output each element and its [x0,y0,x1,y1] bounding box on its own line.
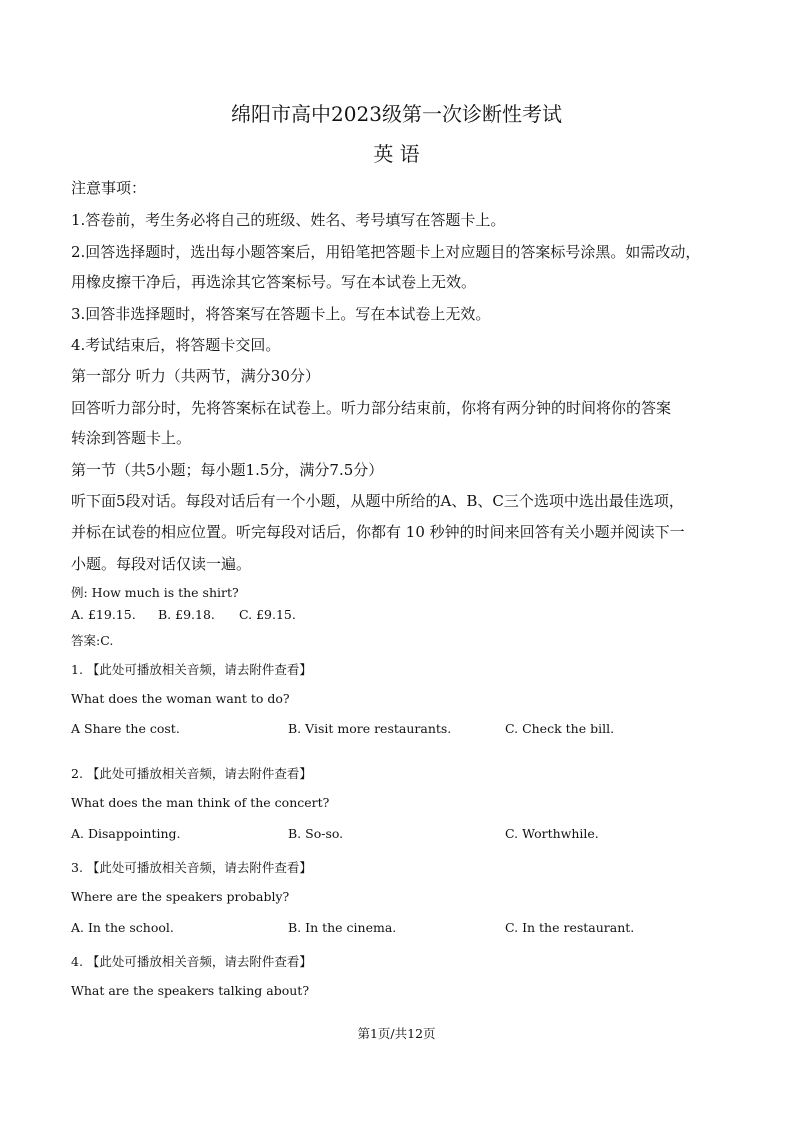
part1-intro: 回答听力部分时，先将答案标在试卷上。听力部分结束前，你将有两分钟的时间将你的答案 [71,399,672,417]
notice-item: 3.回答非选择题时，将答案写在答题卡上。写在本试卷上无效。 [71,305,491,323]
example-option-a: A. £19.15. [71,607,136,622]
option-b: B. Visit more restaurants. [288,721,452,736]
option-c: C. In the restaurant. [505,920,635,935]
part1-intro: 转涂到答题卡上。 [71,429,192,447]
question-text: What are the speakers talking about? [71,983,310,998]
example-option-b: B. £9.18. [158,607,215,622]
option-a: A. Disappointing. [71,826,181,841]
section1-heading: 第一节（共5小题；每小题1.5分，满分7.5分） [71,461,384,479]
audio-note: 2. 【此处可播放相关音频，请去附件查看】 [71,766,312,781]
section1-instructions: 并标在试卷的相应位置。听完每段对话后，你都有 10 秒钟的时间来回答有关小题并阅读下一 [71,523,685,541]
notice-heading: 注意事项： [71,179,147,197]
option-c: C. Worthwhile. [505,826,599,841]
notice-item: 1.答卷前，考生务必将自己的班级、姓名、考号填写在答题卡上。 [71,211,506,229]
section1-instructions: 听下面5段对话。每段对话后有一个小题，从题中所给的A、B、C三个选项中选出最佳选项， [71,492,684,510]
option-a: A. In the school. [71,920,174,935]
notice-item: 2.回答选择题时，选出每小题答案后，用铅笔把答题卡上对应题目的答案标号涂黑。如需改动， [71,243,701,261]
page-number: 第1页/共12页 [357,1026,436,1041]
section1-instructions: 小题。每段对话仅读一遍。 [71,555,252,573]
audio-note: 1. 【此处可播放相关音频，请去附件查看】 [71,662,312,677]
question-text: What does the man think of the concert? [71,795,330,810]
part1-heading: 第一部分 听力（共两节，满分30分） [71,367,320,385]
option-c: C. Check the bill. [505,721,615,736]
option-b: B. So-so. [288,826,344,841]
audio-note: 4. 【此处可播放相关音频，请去附件查看】 [71,954,312,969]
exam-title: 绵阳市高中2023级第一次诊断性考试 [231,102,562,126]
option-b: B. In the cinema. [288,920,397,935]
audio-note: 3. 【此处可播放相关音频，请去附件查看】 [71,860,312,875]
subject-title: 英 语 [373,142,420,166]
question-text: Where are the speakers probably? [71,889,290,904]
example-answer: 答案:C. [71,633,114,648]
notice-item: 用橡皮擦干净后，再选涂其它答案标号。写在本试卷上无效。 [71,273,477,291]
question-text: What does the woman want to do? [71,691,290,706]
option-a: A Share the cost. [71,721,180,736]
notice-item: 4.考试结束后，将答题卡交回。 [71,336,281,354]
example-option-c: C. £9.15. [239,607,296,622]
example-question: 例: How much is the shirt? [71,585,239,600]
